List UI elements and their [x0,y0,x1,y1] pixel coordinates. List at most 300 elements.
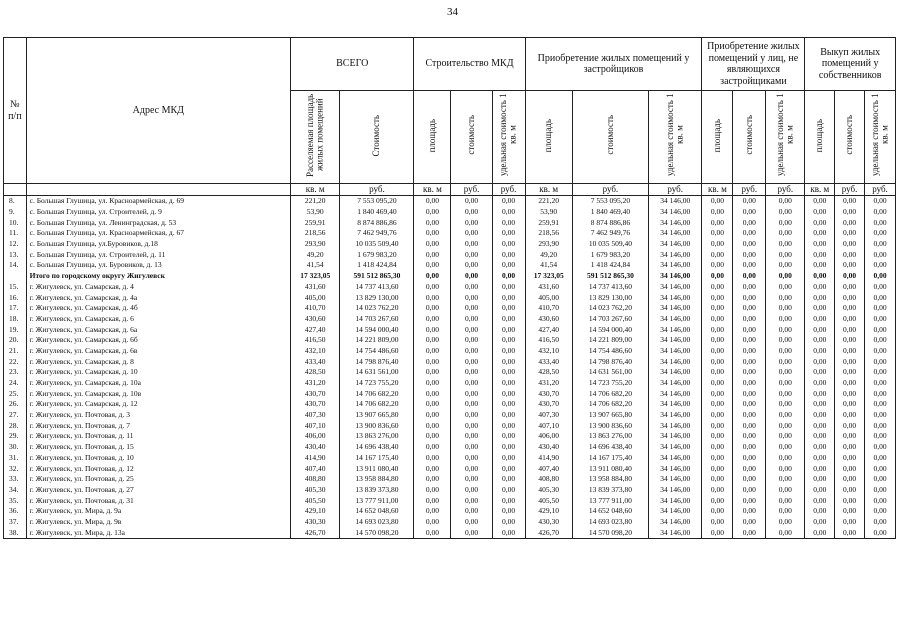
value-cell: 0,00 [492,314,525,325]
value-cell: 405,50 [525,495,572,506]
value-cell: 0,00 [766,506,805,517]
value-cell: 0,00 [414,431,451,442]
value-cell: 34 146,00 [648,474,702,485]
value-cell: 34 146,00 [648,420,702,431]
value-cell: 0,00 [451,442,492,453]
group-nondeveloper-header: Приобретение жилых помещений у лиц, не являющихся застройщиками [702,38,805,91]
value-cell: 0,00 [766,399,805,410]
value-cell: 0,00 [414,239,451,250]
value-cell: 14 696 438,40 [340,442,414,453]
row-number-cell: 9. [4,207,27,218]
value-cell: 427,40 [525,324,572,335]
value-cell: 34 146,00 [648,260,702,271]
value-cell: 14 631 561,00 [572,367,648,378]
value-cell: 0,00 [805,420,835,431]
table-row [4,410,896,421]
address-cell: г. Жигулевск, ул. Самарская, д. 10а [26,378,290,389]
value-cell: 0,00 [835,260,865,271]
value-cell: 428,50 [525,367,572,378]
value-cell: 0,00 [451,292,492,303]
value-cell: 0,00 [865,324,896,335]
units-cell: руб. [451,184,492,196]
value-cell: 1 418 424,84 [572,260,648,271]
value-cell: 34 146,00 [648,292,702,303]
group-build-header: Строительство МКД [414,38,525,91]
value-cell: 14 570 098,20 [572,527,648,538]
value-cell: 13 907 665,80 [340,410,414,421]
value-cell: 0,00 [766,249,805,260]
value-cell: 0,00 [835,271,865,282]
value-cell: 0,00 [451,420,492,431]
value-cell: 14 754 486,60 [340,346,414,357]
value-cell: 0,00 [766,463,805,474]
value-cell: 7 462 949,76 [340,228,414,239]
value-cell: 0,00 [865,495,896,506]
value-cell: 0,00 [733,282,766,293]
value-cell: 34 146,00 [648,324,702,335]
value-cell: 430,30 [525,517,572,528]
value-cell: 0,00 [865,196,896,207]
value-cell: 0,00 [492,228,525,239]
value-cell: 14 754 486,60 [572,346,648,357]
value-cell: 429,10 [291,506,340,517]
value-cell: 14 703 267,60 [340,314,414,325]
value-cell: 0,00 [865,239,896,250]
value-cell: 0,00 [702,314,733,325]
address-cell: Итого по городскому округу Жигулевск [26,271,290,282]
value-cell: 8 874 886,86 [340,217,414,228]
value-cell: 0,00 [702,346,733,357]
value-cell: 0,00 [451,196,492,207]
value-cell: 259,91 [525,217,572,228]
value-cell: 0,00 [835,378,865,389]
value-cell: 0,00 [702,324,733,335]
value-cell: 0,00 [865,431,896,442]
value-cell: 0,00 [414,495,451,506]
value-cell: 13 829 130,00 [340,292,414,303]
value-cell: 0,00 [702,217,733,228]
value-cell: 405,30 [525,485,572,496]
value-cell: 428,50 [291,367,340,378]
value-cell: 0,00 [733,239,766,250]
row-number-cell: 22. [4,356,27,367]
value-cell: 0,00 [766,271,805,282]
value-cell: 0,00 [702,367,733,378]
address-cell: г. Жигулевск, ул. Почтовая, д. 12 [26,463,290,474]
value-cell: 0,00 [733,303,766,314]
value-cell: 0,00 [451,431,492,442]
table-row [4,260,896,271]
units-cell: руб. [340,184,414,196]
value-cell: 14 023 762,20 [572,303,648,314]
value-cell: 0,00 [414,271,451,282]
value-cell: 0,00 [805,271,835,282]
address-cell: г. Жигулевск, ул. Почтовая, д. 11 [26,431,290,442]
value-cell: 0,00 [414,527,451,538]
col-no-header: № п/п [4,38,27,184]
value-cell: 0,00 [492,431,525,442]
value-cell: 1 418 424,84 [340,260,414,271]
value-cell: 0,00 [702,356,733,367]
sub-header: стоимость [835,91,865,184]
table-row [4,367,896,378]
table-row [4,517,896,528]
value-cell: 0,00 [805,527,835,538]
value-cell: 0,00 [733,388,766,399]
value-cell: 0,00 [835,217,865,228]
value-cell: 0,00 [805,495,835,506]
value-cell: 0,00 [805,282,835,293]
value-cell: 0,00 [865,303,896,314]
value-cell: 430,70 [525,399,572,410]
address-cell: г. Жигулевск, ул. Почтовая, д. 27 [26,485,290,496]
value-cell: 34 146,00 [648,495,702,506]
address-cell: г. Жигулевск, ул. Почтовая, д. 3 [26,410,290,421]
value-cell: 34 146,00 [648,442,702,453]
value-cell: 0,00 [805,249,835,260]
sub-header: стоимость [572,91,648,184]
value-cell: 14 221 809,00 [572,335,648,346]
value-cell: 0,00 [805,217,835,228]
value-cell: 0,00 [702,463,733,474]
units-cell: кв. м [525,184,572,196]
value-cell: 14 652 048,60 [340,506,414,517]
units-cell [4,184,27,196]
value-cell: 0,00 [414,399,451,410]
value-cell: 10 035 509,40 [572,239,648,250]
value-cell: 0,00 [766,388,805,399]
value-cell: 0,00 [451,314,492,325]
value-cell: 408,80 [525,474,572,485]
sub-header: Стоимость [340,91,414,184]
value-cell: 0,00 [492,388,525,399]
row-number-cell: 24. [4,378,27,389]
sub-header: Расселяемая площадь жилых помещений [291,91,340,184]
value-cell: 0,00 [865,399,896,410]
value-cell: 0,00 [733,324,766,335]
value-cell: 13 907 665,80 [572,410,648,421]
table-row [4,442,896,453]
group-developer-header: Приобретение жилых помещений у застройщиков [525,38,702,91]
value-cell: 0,00 [733,346,766,357]
value-cell: 0,00 [835,431,865,442]
value-cell: 0,00 [865,506,896,517]
address-cell: с. Большая Глушица, ул. Строителей, д. 9 [26,207,290,218]
value-cell: 0,00 [702,196,733,207]
sub-header: площадь [525,91,572,184]
value-cell: 14 693 023,80 [340,517,414,528]
table-row [4,463,896,474]
value-cell: 34 146,00 [648,207,702,218]
units-cell: руб. [865,184,896,196]
value-cell: 0,00 [451,463,492,474]
value-cell: 0,00 [451,249,492,260]
value-cell: 406,00 [525,431,572,442]
value-cell: 0,00 [451,207,492,218]
value-cell: 0,00 [805,303,835,314]
value-cell: 0,00 [702,239,733,250]
value-cell: 0,00 [702,453,733,464]
value-cell: 0,00 [835,399,865,410]
value-cell: 0,00 [733,463,766,474]
value-cell: 0,00 [805,367,835,378]
value-cell: 0,00 [702,228,733,239]
sub-header: площадь [414,91,451,184]
value-cell: 0,00 [414,314,451,325]
value-cell: 0,00 [733,228,766,239]
value-cell: 0,00 [414,453,451,464]
value-cell: 0,00 [733,399,766,410]
value-cell: 34 146,00 [648,506,702,517]
value-cell: 0,00 [414,356,451,367]
address-cell: г. Жигулевск, ул. Мира, д. 9а [26,506,290,517]
sub-header: удельная стоимость 1 кв. м [492,91,525,184]
row-number-cell: 27. [4,410,27,421]
value-cell: 0,00 [414,260,451,271]
value-cell: 0,00 [766,239,805,250]
value-cell: 0,00 [414,228,451,239]
address-cell: г. Жигулевск, ул. Самарская, д. 8 [26,356,290,367]
value-cell: 0,00 [835,292,865,303]
value-cell: 0,00 [451,453,492,464]
value-cell: 0,00 [805,453,835,464]
sub-header: удельная стоимость 1 кв. м [648,91,702,184]
value-cell: 49,20 [291,249,340,260]
value-cell: 14 737 413,60 [572,282,648,293]
value-cell: 0,00 [766,303,805,314]
value-cell: 416,50 [291,335,340,346]
value-cell: 34 146,00 [648,517,702,528]
value-cell: 0,00 [766,314,805,325]
value-cell: 429,10 [525,506,572,517]
value-cell: 0,00 [766,378,805,389]
value-cell: 218,56 [291,228,340,239]
row-number-cell: 28. [4,420,27,431]
value-cell: 0,00 [414,485,451,496]
value-cell: 416,50 [525,335,572,346]
value-cell: 0,00 [865,485,896,496]
value-cell: 14 570 098,20 [340,527,414,538]
value-cell: 0,00 [492,442,525,453]
value-cell: 34 146,00 [648,378,702,389]
value-cell: 0,00 [766,517,805,528]
value-cell: 34 146,00 [648,196,702,207]
value-cell: 591 512 865,30 [572,271,648,282]
value-cell: 0,00 [451,495,492,506]
value-cell: 430,40 [525,442,572,453]
units-cell: кв. м [805,184,835,196]
value-cell: 0,00 [865,442,896,453]
value-cell: 0,00 [805,239,835,250]
table-row [4,474,896,485]
value-cell: 0,00 [805,378,835,389]
table-row [4,249,896,260]
value-cell: 0,00 [702,420,733,431]
value-cell: 0,00 [451,217,492,228]
address-cell: г. Жигулевск, ул. Мира, д. 9в [26,517,290,528]
value-cell: 0,00 [835,388,865,399]
value-cell: 431,20 [525,378,572,389]
value-cell: 0,00 [805,517,835,528]
value-cell: 0,00 [805,324,835,335]
value-cell: 407,30 [525,410,572,421]
value-cell: 0,00 [492,260,525,271]
value-cell: 0,00 [414,506,451,517]
row-number-cell: 21. [4,346,27,357]
value-cell: 34 146,00 [648,367,702,378]
value-cell: 0,00 [733,485,766,496]
value-cell: 0,00 [766,196,805,207]
value-cell: 0,00 [702,292,733,303]
value-cell: 14 798 876,40 [572,356,648,367]
row-number-cell: 10. [4,217,27,228]
address-cell: с. Большая Глушица, ул. Строителей, д. 11 [26,249,290,260]
value-cell: 0,00 [805,399,835,410]
value-cell: 34 146,00 [648,399,702,410]
row-number-cell: 11. [4,228,27,239]
value-cell: 405,50 [291,495,340,506]
value-cell: 0,00 [492,495,525,506]
address-cell: с. Большая Глушица, ул.Буровиков, д.18 [26,239,290,250]
value-cell: 0,00 [414,420,451,431]
value-cell: 0,00 [733,207,766,218]
value-cell: 34 146,00 [648,485,702,496]
page-number: 34 [447,6,458,18]
value-cell: 0,00 [414,207,451,218]
table-row [4,420,896,431]
value-cell: 0,00 [702,303,733,314]
value-cell: 0,00 [492,324,525,335]
value-cell: 14 167 175,40 [340,453,414,464]
value-cell: 0,00 [451,356,492,367]
value-cell: 426,70 [525,527,572,538]
value-cell: 0,00 [733,196,766,207]
table-row [4,217,896,228]
value-cell: 430,70 [525,388,572,399]
value-cell: 0,00 [766,346,805,357]
value-cell: 0,00 [766,410,805,421]
value-cell: 427,40 [291,324,340,335]
value-cell: 432,10 [525,346,572,357]
value-cell: 34 146,00 [648,249,702,260]
row-number-cell: 38. [4,527,27,538]
value-cell: 14 023 762,20 [340,303,414,314]
value-cell: 0,00 [835,453,865,464]
value-cell: 0,00 [414,196,451,207]
value-cell: 0,00 [492,367,525,378]
value-cell: 14 167 175,40 [572,453,648,464]
value-cell: 0,00 [451,324,492,335]
value-cell: 0,00 [451,506,492,517]
row-number-cell: 20. [4,335,27,346]
row-number-cell: 16. [4,292,27,303]
value-cell: 0,00 [702,527,733,538]
value-cell: 0,00 [702,474,733,485]
value-cell: 0,00 [414,303,451,314]
row-number-cell: 17. [4,303,27,314]
address-cell: г. Жигулевск, ул. Самарская, д. 10 [26,367,290,378]
value-cell: 0,00 [733,249,766,260]
value-cell: 0,00 [766,335,805,346]
value-cell: 13 958 884,80 [340,474,414,485]
value-cell: 0,00 [766,527,805,538]
value-cell: 0,00 [766,324,805,335]
value-cell: 0,00 [835,282,865,293]
value-cell: 0,00 [766,442,805,453]
value-cell: 14 696 438,40 [572,442,648,453]
value-cell: 0,00 [865,517,896,528]
value-cell: 0,00 [805,260,835,271]
value-cell: 0,00 [805,431,835,442]
value-cell: 0,00 [766,356,805,367]
units-cell: кв. м [414,184,451,196]
value-cell: 0,00 [865,260,896,271]
table-row [4,324,896,335]
value-cell: 0,00 [766,453,805,464]
value-cell: 0,00 [492,517,525,528]
value-cell: 13 911 080,40 [572,463,648,474]
value-cell: 34 146,00 [648,463,702,474]
value-cell: 13 900 836,60 [572,420,648,431]
value-cell: 0,00 [414,378,451,389]
table-row [4,506,896,517]
address-cell: г. Жигулевск, ул. Самарская, д. 6б [26,335,290,346]
table-row [4,303,896,314]
value-cell: 13 900 836,60 [340,420,414,431]
table-row [4,388,896,399]
value-cell: 0,00 [492,346,525,357]
value-cell: 0,00 [805,506,835,517]
value-cell: 432,10 [291,346,340,357]
value-cell: 0,00 [733,335,766,346]
value-cell: 0,00 [805,356,835,367]
table-row [4,399,896,410]
value-cell: 0,00 [451,388,492,399]
value-cell: 0,00 [451,303,492,314]
value-cell: 0,00 [865,217,896,228]
group-buyout-header: Выкуп жилых помещений у собственников [805,38,896,91]
value-cell: 0,00 [414,292,451,303]
value-cell: 0,00 [733,442,766,453]
value-cell: 0,00 [805,207,835,218]
value-cell: 34 146,00 [648,431,702,442]
row-number-cell: 15. [4,282,27,293]
row-number-cell [4,271,27,282]
value-cell: 14 221 809,00 [340,335,414,346]
value-cell: 34 146,00 [648,346,702,357]
value-cell: 0,00 [492,196,525,207]
value-cell: 0,00 [865,282,896,293]
value-cell: 0,00 [492,356,525,367]
value-cell: 13 863 276,00 [340,431,414,442]
value-cell: 0,00 [865,474,896,485]
row-number-cell: 13. [4,249,27,260]
value-cell: 0,00 [733,367,766,378]
value-cell: 34 146,00 [648,335,702,346]
value-cell: 0,00 [835,196,865,207]
address-cell: г. Жигулевск, ул. Самарская, д. 4а [26,292,290,303]
value-cell: 0,00 [766,420,805,431]
units-cell: руб. [766,184,805,196]
value-cell: 0,00 [451,378,492,389]
value-cell: 7 553 095,20 [572,196,648,207]
value-cell: 0,00 [733,474,766,485]
value-cell: 13 777 911,00 [340,495,414,506]
value-cell: 0,00 [702,378,733,389]
value-cell: 0,00 [835,324,865,335]
value-cell: 0,00 [733,517,766,528]
value-cell: 0,00 [492,463,525,474]
